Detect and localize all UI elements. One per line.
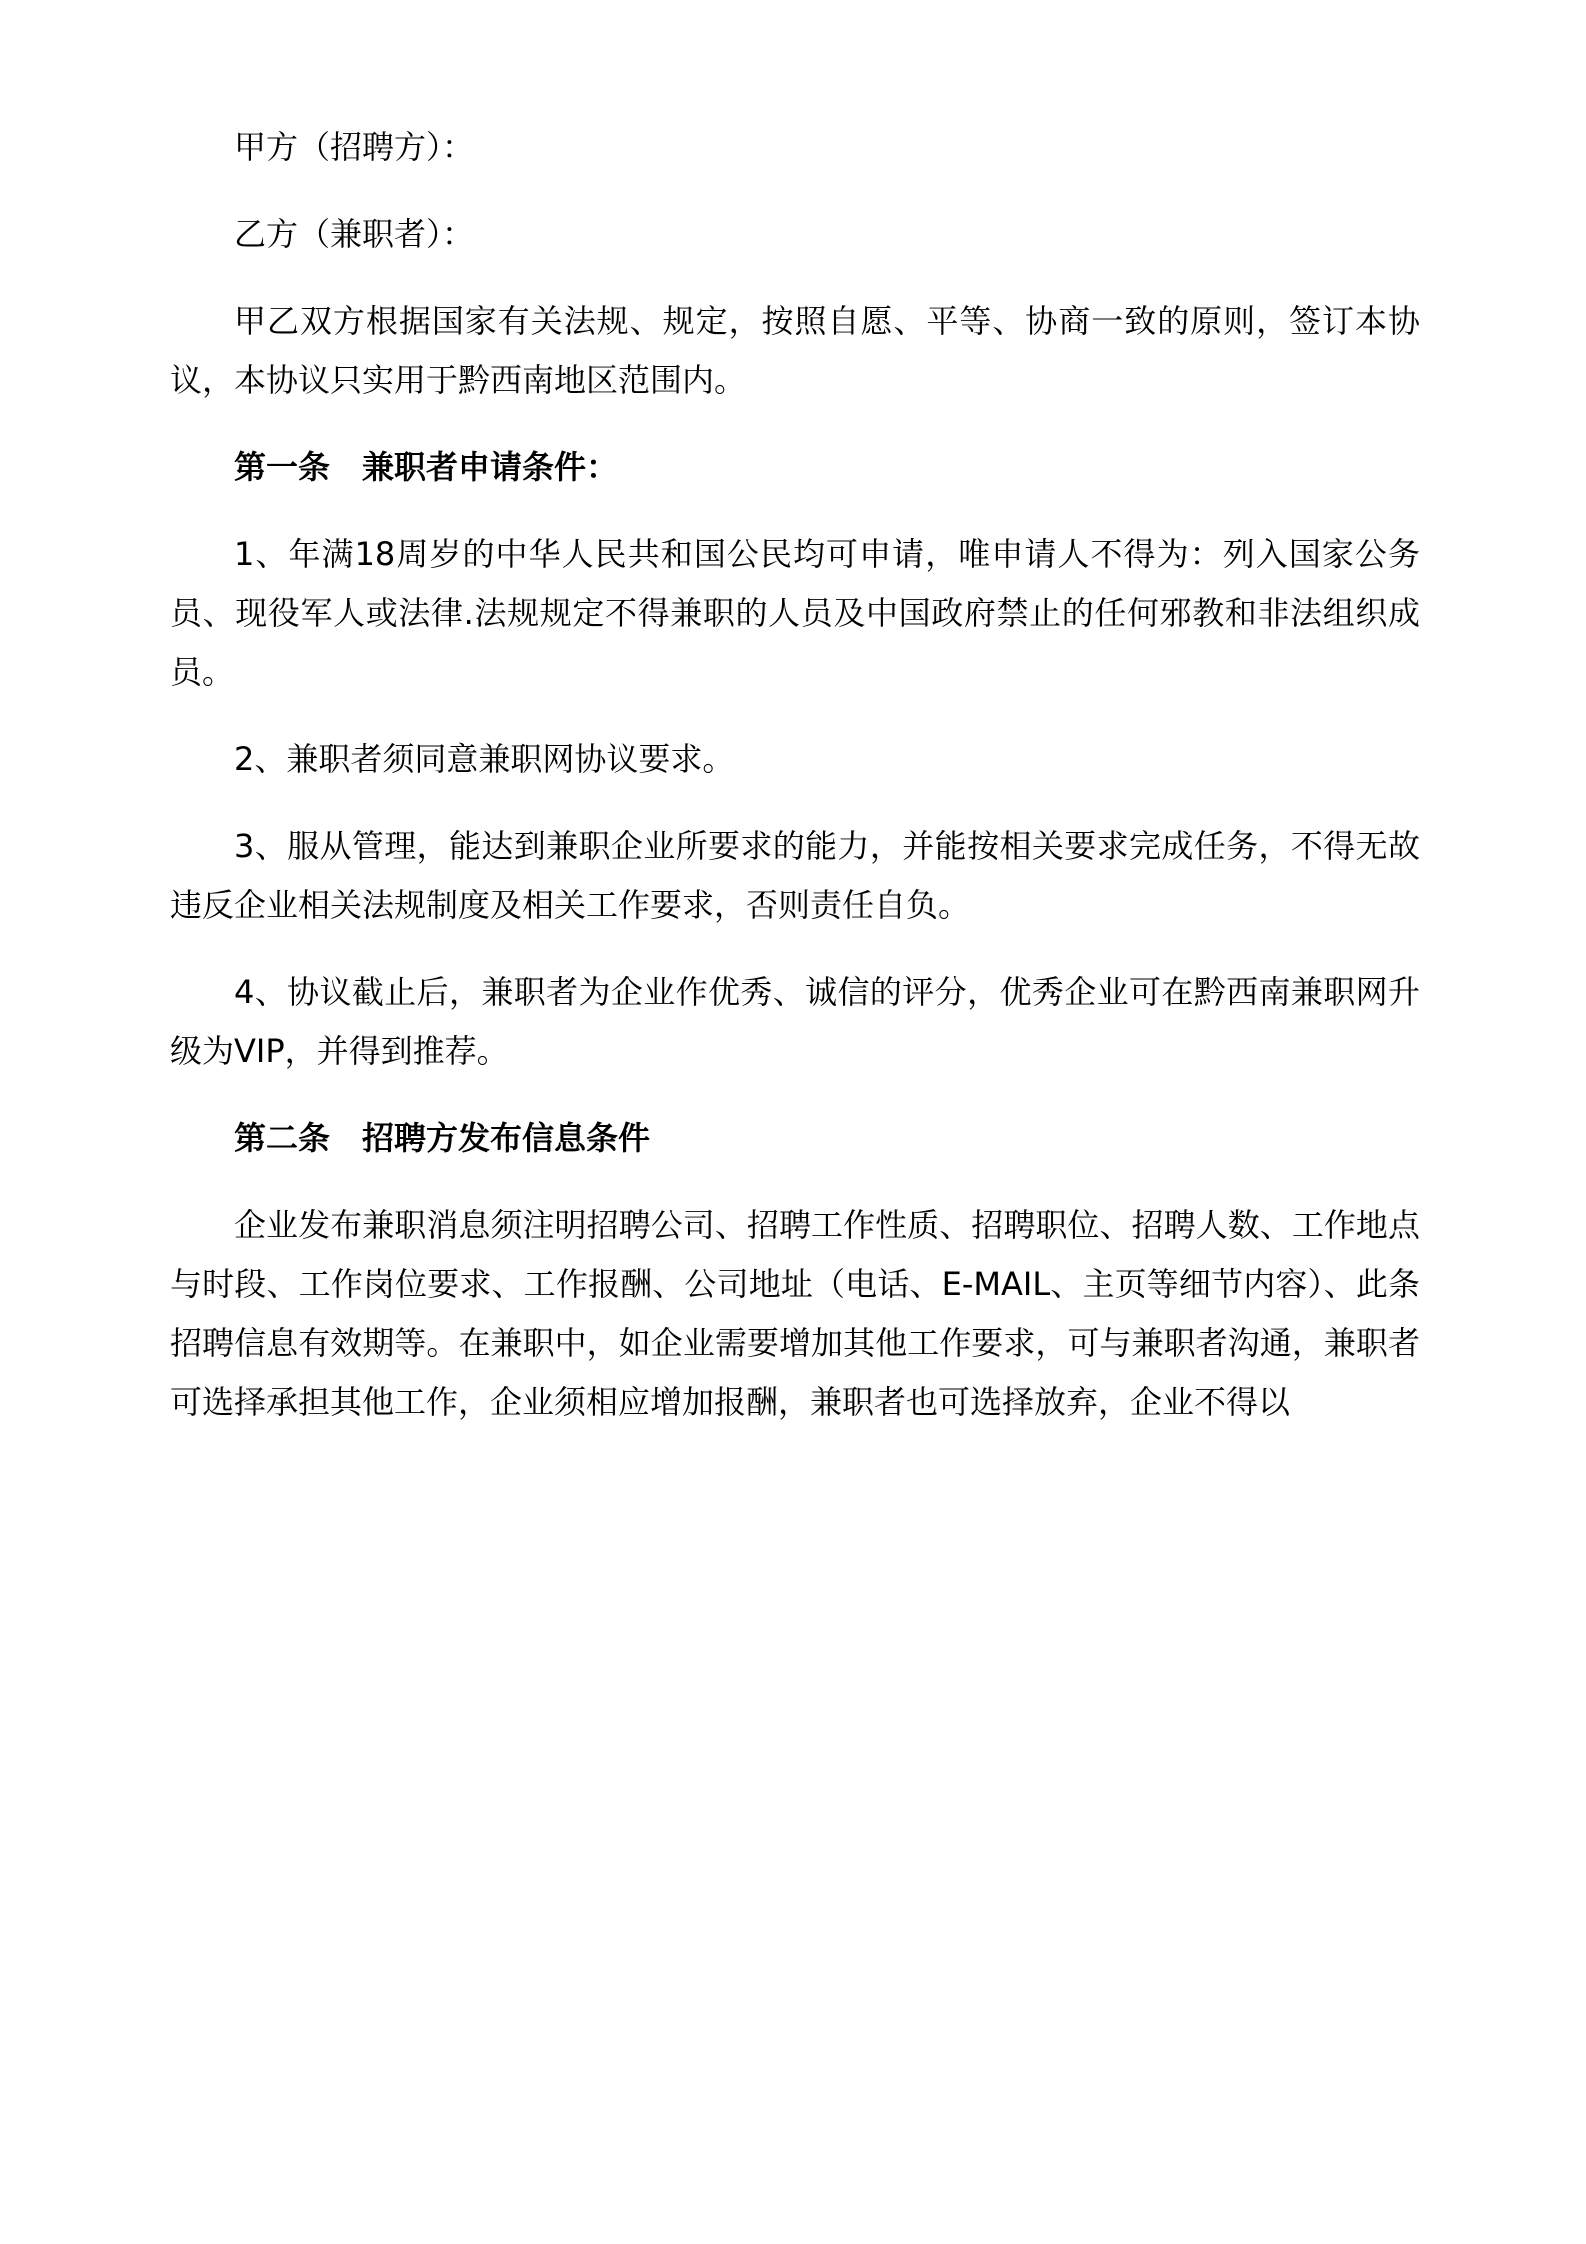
article-1-heading: 第一条 兼职者申请条件： — [234, 448, 619, 486]
article-2-heading: 第二条 招聘方发布信息条件 — [234, 1119, 651, 1157]
article-1-item-1: 1、年满18周岁的中华人民共和国公民均可申请，唯申请人不得为：列入国家公务员、现役军人或法律.法规规定不得兼职的人员及中国政府禁止的任何邪教和非法组织成员。 — [170, 535, 1420, 691]
party-a-line: 甲方（招聘方）： — [234, 128, 475, 166]
party-b-line: 乙方（兼职者）： — [234, 215, 475, 253]
article-1-item-3: 3、服从管理，能达到兼职企业所要求的能力，并能按相关要求完成任务，不得无故违反企业相关法规制度及相关工作要求，否则责任自负。 — [170, 827, 1420, 924]
preamble-paragraph: 甲乙双方根据国家有关法规、规定，按照自愿、平等、协商一致的原则，签订本协议，本协议只实用于黔西南地区范围内。 — [170, 302, 1420, 399]
article-1-item-2: 2、兼职者须同意兼职网协议要求。 — [234, 740, 735, 778]
article-2-paragraph: 企业发布兼职消息须注明招聘公司、招聘工作性质、招聘职位、招聘人数、工作地点与时段、工作岗位要求、工作报酬、公司地址（电话、E-MAIL、主页等细节内容）、此条招聘信息有效期等。在兼职中，如企业需要增加其他工作要求，可与兼职者沟通，兼职者可选择承担其他工作，企业须相应增加报酬，兼职者也可选择放弃，企业不得以 — [170, 1206, 1420, 1421]
article-1-item-4: 4、协议截止后，兼职者为企业作优秀、诚信的评分，优秀企业可在黔西南兼职网升级为VIP，并得到推荐。 — [170, 973, 1420, 1070]
agreement-body — [170, 118, 1420, 1432]
